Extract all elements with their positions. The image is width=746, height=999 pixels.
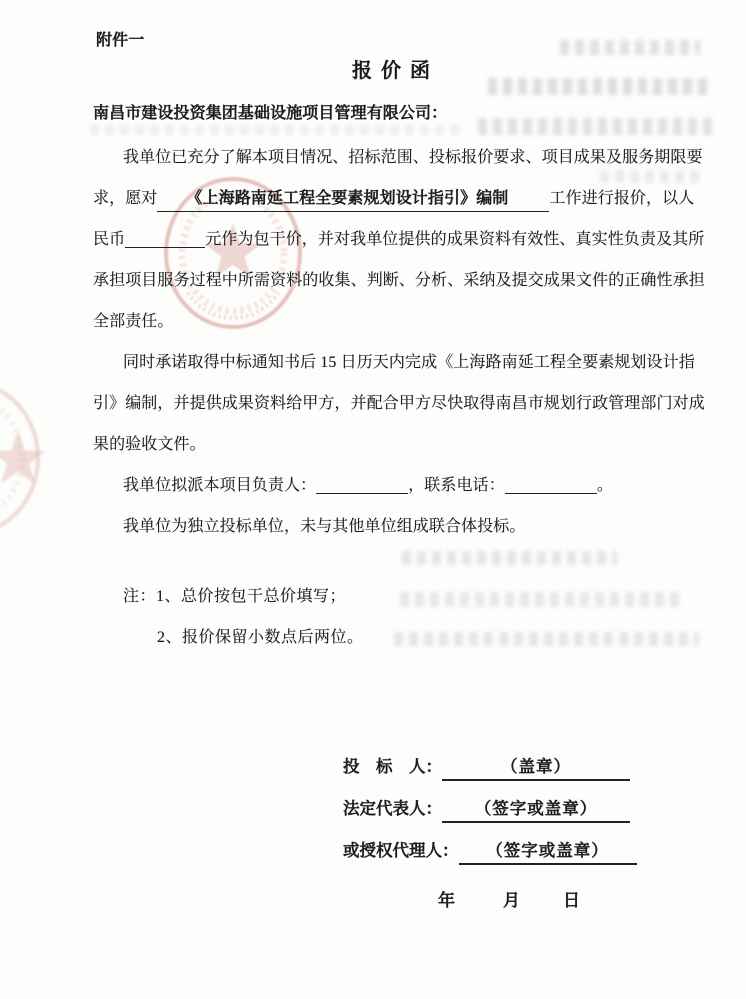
note-line-1: 注：1、总价按包干总价填写； xyxy=(123,588,347,605)
body-line-2 xyxy=(93,188,694,212)
body-line-2-suffix: 工作进行报价，以人 xyxy=(549,190,695,207)
month-label: 月 xyxy=(503,891,520,910)
bleed-through-artifact xyxy=(488,78,710,95)
day-label: 日 xyxy=(563,891,580,910)
partial-seal-star-icon xyxy=(0,431,46,484)
bleed-through-artifact xyxy=(402,551,617,565)
legal-rep-hint: （签字或盖章） xyxy=(474,799,598,818)
body-line-8: 果的验收文件。 xyxy=(93,436,206,453)
body-line-9-prefix: 我单位拟派本项目负责人： xyxy=(123,477,317,494)
year-label: 年 xyxy=(438,891,455,910)
bleed-through-artifact xyxy=(400,592,680,607)
partial-seal-stamp xyxy=(0,376,53,541)
body-line-10: 我单位为独立投标单位，未与其他单位组成联合体投标。 xyxy=(123,518,526,535)
body-line-9-suffix: 。 xyxy=(596,477,613,494)
body-line-7: 引》编制，并提供成果资料给甲方，并配合甲方尽快取得南昌市规划行政管理部门对成 xyxy=(93,395,705,412)
bidder-signature-line xyxy=(442,753,630,781)
legal-rep-label: 法定代表人： xyxy=(343,799,442,818)
project-title-underlined: 《上海路南延工程全要素规划设计指引》编制 xyxy=(157,188,549,212)
bleed-through-artifact xyxy=(394,632,699,646)
signature-row-agent xyxy=(343,837,637,865)
agent-label: 或授权代理人： xyxy=(343,841,459,860)
body-line-3-suffix: 元作为包干价，并对我单位提供的成果资料有效性、真实性负责及其所 xyxy=(205,231,705,248)
body-line-3-prefix: 民币 xyxy=(93,231,126,248)
recipient-line: 南昌市建设投资集团基础设施项目管理有限公司： xyxy=(93,105,448,122)
body-line-3 xyxy=(93,229,704,250)
body-line-4: 承担项目服务过程中所需资料的收集、判断、分析、采纳及提交成果文件的正确性承担 xyxy=(93,272,705,289)
bidder-label: 投 标 人： xyxy=(343,757,442,776)
signature-row-bidder xyxy=(343,753,630,781)
bleed-through-artifact xyxy=(478,118,713,135)
signature-row-legal-rep xyxy=(343,795,630,823)
body-line-6: 同时承诺取得中标通知书后 15 日历天内完成《上海路南延工程全要素规划设计指 xyxy=(123,354,695,371)
body-line-9 xyxy=(123,475,613,496)
bidder-hint: （盖章） xyxy=(501,757,571,776)
bleed-through-artifact xyxy=(560,40,700,55)
body-line-1: 我单位已充分了解本项目情况、招标范围、投标报价要求、项目成果及服务期限要 xyxy=(123,149,703,166)
price-blank-line xyxy=(125,230,205,248)
body-line-2-prefix: 求，愿对 xyxy=(93,190,158,207)
body-line-9-middle: ，联系电话： xyxy=(408,477,505,494)
body-line-5: 全部责任。 xyxy=(93,313,174,330)
bleed-through-artifact xyxy=(90,125,460,135)
bleed-through-artifact xyxy=(600,170,700,183)
legal-rep-signature-line xyxy=(442,795,630,823)
phone-blank-line xyxy=(505,476,597,494)
agent-hint: （签字或盖章） xyxy=(486,841,609,860)
project-leader-blank-line xyxy=(316,476,408,494)
document-title: 报 价 函 xyxy=(352,60,432,82)
agent-signature-line xyxy=(459,837,637,865)
attachment-label: 附件一 xyxy=(96,32,145,49)
note-line-2: 2、报价保留小数点后两位。 xyxy=(157,629,364,646)
